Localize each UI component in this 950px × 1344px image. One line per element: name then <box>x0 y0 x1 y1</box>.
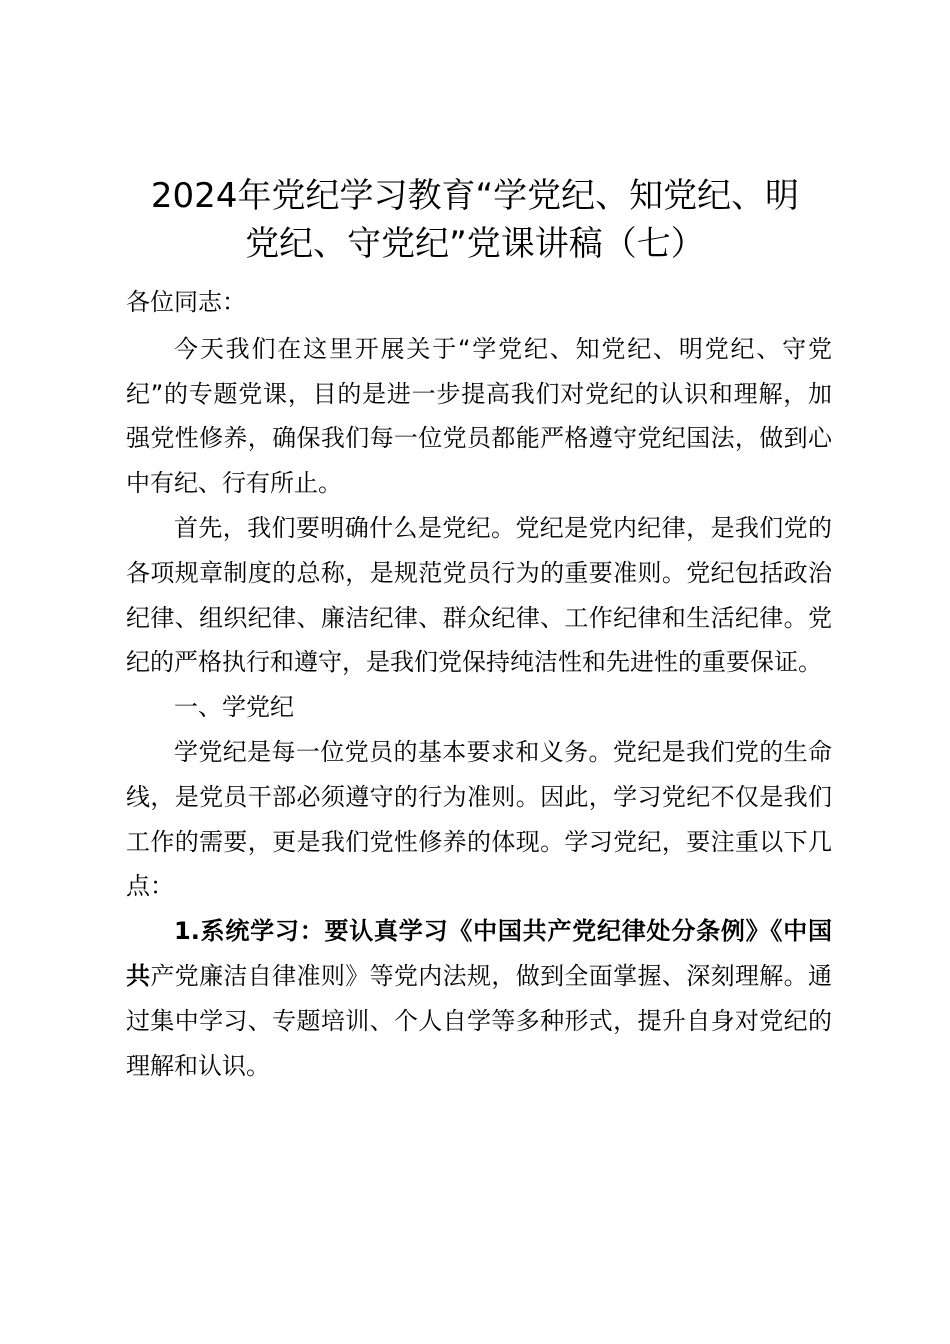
paragraph-study: 学党纪是每一位党员的基本要求和义务。党纪是我们党的生命线，是党员干部必须遵守的行为准则。因此，学习党纪不仅是我们工作的需要，更是我们党性修养的体现。学习党纪，要注重以下几点： <box>126 737 832 901</box>
section-heading-study: 一、学党纪 <box>174 693 294 722</box>
document-title <box>100 172 850 268</box>
title-line-1: 2024年党纪学习教育“学党纪、知党纪、明 <box>150 176 800 216</box>
salutation: 各位同志： <box>126 288 246 316</box>
point-systematic-study <box>126 909 832 1088</box>
paragraph-definition: 首先，我们要明确什么是党纪。党纪是党内纪律，是我们党的各项规章制度的总称，是规范党员行为的重要准则。党纪包括政治纪律、组织纪律、廉洁纪律、群众纪律、工作纪律和生活纪律。党纪的严格执行和遵守，是我们党保持纯洁性和先进性的重要保证。 <box>126 513 832 677</box>
title-line-2: 党纪、守党纪”党课讲稿（七） <box>245 224 705 264</box>
document-body <box>126 280 832 1088</box>
point-normal-text: 产党廉洁自律准则》等党内法规，做到全面掌握、深刻理解。通过集中学习、专题培训、个人自学等多种形式，提升自身对党纪的理解和认识。 <box>126 961 833 1080</box>
point-bold-text: 1.系统学习：要认真学习《中国共产党纪律处分条例》《中国共 <box>126 917 832 990</box>
paragraph-intro: 今天我们在这里开展关于“学党纪、知党纪、明党纪、守党纪”的专题党课，目的是进一步提高我们对党纪的认识和理解，加强党性修养，确保我们每一位党员都能严格遵守党纪国法，做到心中有纪、行有所止。 <box>126 334 832 498</box>
